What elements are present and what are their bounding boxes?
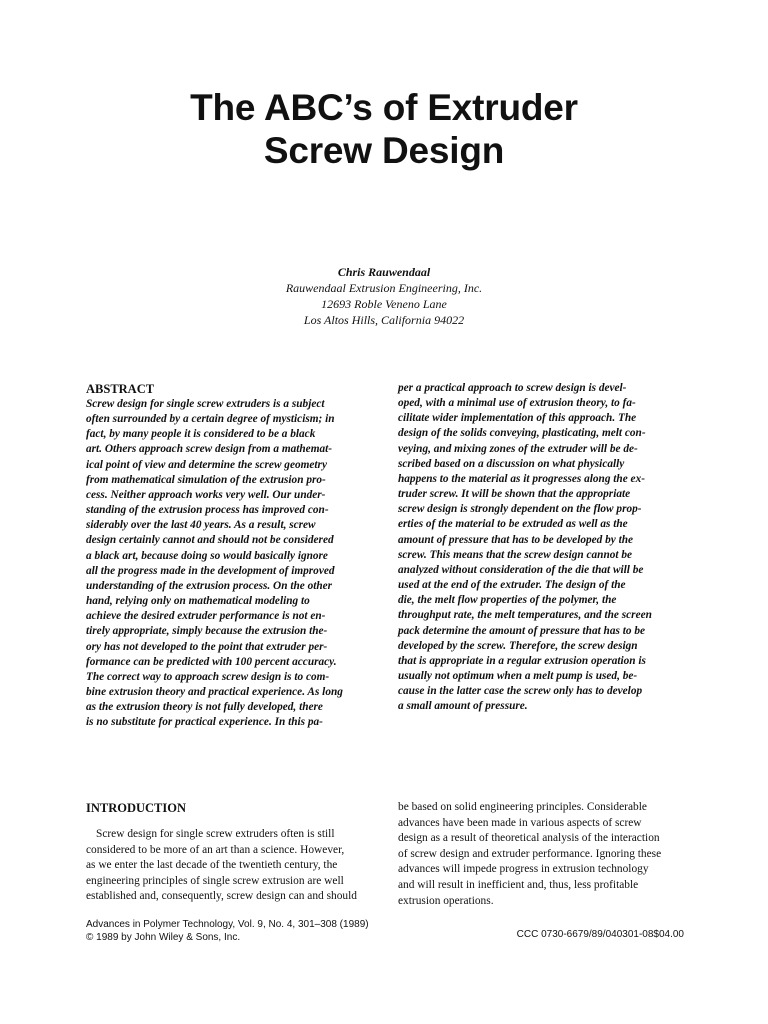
text-line: achieve the desired extruder performance is not en-: [86, 610, 326, 623]
text-line: design as a result of theoretical analysis of the interaction: [398, 832, 660, 845]
text-line: erties of the material to be extruded as well as the: [398, 518, 628, 531]
author-name: Chris Rauwendaal: [337, 265, 431, 279]
text-line: advances have been made in various aspects of screw: [398, 816, 642, 829]
text-line: art. Others approach screw design from a mathemat-: [86, 443, 333, 456]
text-line: and will result in inefficient and, thus, less profitable: [398, 878, 639, 891]
text-line: amount of pressure that has to be developed by the: [398, 533, 634, 546]
text-line: used at the end of the extruder. The design of the: [398, 579, 626, 592]
introduction-right-column: [398, 800, 683, 909]
text-line: scribed based on a discussion on what physically: [398, 457, 625, 470]
text-line: from mathematical simulation of the extrusion pro-: [86, 473, 326, 486]
author-street: 12693 Roble Veneno Lane: [321, 297, 447, 311]
text-line: engineering principles of single screw extrusion are well: [86, 874, 344, 887]
text-line: screw. This means that the screw design cannot be: [398, 548, 633, 561]
text-line: design of the solids conveying, plasticating, melt con-: [398, 427, 646, 440]
text-line: die, the melt flow properties of the polymer, the: [398, 594, 617, 607]
text-line: cause in the latter case the screw only has to develop: [398, 685, 643, 698]
text-line: bine extrusion theory and practical experience. As long: [86, 685, 343, 698]
introduction-left-text: [86, 827, 376, 905]
paper-title: [0, 86, 768, 172]
text-line: all the progress made in the development of improved: [86, 564, 335, 577]
text-line: truder screw. It will be shown that the appropriate: [398, 488, 631, 501]
author-block: [0, 264, 768, 328]
text-line: as we enter the last decade of the twentieth century, the: [86, 859, 338, 872]
text-line: happens to the material as it progresses along the ex-: [398, 472, 645, 485]
text-line: standing of the extrusion process has improved con-: [86, 504, 329, 517]
text-line: analyzed without consideration of the die that will be: [398, 563, 644, 576]
text-line: oped, with a minimal use of extrusion theory, to fa-: [398, 397, 636, 410]
text-line: per a practical approach to screw design is devel-: [398, 382, 627, 394]
text-line: considered to be more of an art than a science. However,: [86, 843, 345, 856]
text-line: extrusion operations.: [398, 894, 494, 907]
text-line: is no substitute for practical experience. In this pa-: [86, 716, 323, 729]
author-affiliation: Rauwendaal Extrusion Engineering, Inc.: [285, 281, 483, 295]
title-line-1: The ABC’s of Extruder: [190, 87, 578, 128]
text-line: ical point of view and determine the screw geometry: [86, 458, 327, 471]
abstract-left-text: [86, 397, 376, 730]
text-line: of screw design and extruder performance. Ignoring these: [398, 847, 662, 860]
text-line: established and, consequently, screw design can and should: [86, 890, 357, 903]
journal-citation: [86, 918, 369, 944]
introduction-right-text: [398, 800, 683, 909]
text-line: throughput rate, the melt temperatures, and the screen: [398, 609, 652, 622]
text-line: a small amount of pressure.: [398, 700, 528, 713]
text-line: formance can be predicted with 100 percent accuracy.: [86, 655, 337, 668]
text-line: as the extrusion theory is not fully developed, there: [86, 701, 323, 714]
copyright-line: © 1989 by John Wiley & Sons, Inc.: [86, 932, 241, 943]
abstract-heading: ABSTRACT: [86, 382, 155, 396]
text-line: hand, relying only on mathematical modeling to: [86, 595, 310, 608]
text-line: veying, and mixing zones of the extruder will be de-: [398, 442, 638, 455]
text-line: cess. Neither approach works very well. Our under-: [86, 488, 326, 501]
text-line: pack determine the amount of pressure that has to be: [398, 624, 645, 637]
abstract-right-text: [398, 381, 683, 714]
text-line: usually not optimum when a melt pump is used, be-: [398, 669, 638, 682]
text-line: that is appropriate in a regular extrusion operation is: [398, 654, 646, 667]
introduction-left-column: [86, 800, 376, 905]
text-line: developed by the screw. Therefore, the screw design: [398, 639, 638, 652]
ccc-code: CCC 0730-6679/89/040301-08$04.00: [516, 929, 684, 940]
text-line: a black art, because doing so would basically ignore: [86, 549, 328, 562]
text-line: cilitate wider implementation of this approach. The: [398, 412, 637, 425]
text-line: often surrounded by a certain degree of mysticism; in: [86, 413, 335, 426]
text-line: understanding of the extrusion process. On the other: [86, 579, 333, 592]
abstract-left-column: [86, 381, 376, 730]
citation-line: Advances in Polymer Technology, Vol. 9, No. 4, 301–308 (1989): [86, 919, 369, 930]
author-city: Los Altos Hills, California 94022: [303, 313, 465, 327]
text-line: Screw design for single screw extruders often is still: [96, 828, 335, 840]
text-line: be based on solid engineering principles. Considerable: [398, 801, 647, 813]
introduction-heading: INTRODUCTION: [86, 801, 187, 815]
text-line: design certainly cannot and should not be considered: [86, 534, 334, 547]
text-line: Screw design for single screw extruders is a subject: [86, 398, 325, 410]
text-line: tirely appropriate, simply because the extrusion the-: [86, 625, 328, 638]
text-line: ory has not developed to the point that extruder per-: [86, 640, 328, 653]
abstract-right-column: [398, 381, 683, 714]
text-line: advances will impede progress in extrusion technology: [398, 863, 649, 876]
text-line: fact, by many people it is considered to be a black: [86, 428, 316, 441]
text-line: siderably over the last 40 years. As a result, screw: [86, 519, 316, 532]
text-line: screw design is strongly dependent on the flow prop-: [398, 503, 642, 516]
title-line-2: Screw Design: [263, 130, 505, 171]
text-line: The correct way to approach screw design is to com-: [86, 670, 330, 683]
